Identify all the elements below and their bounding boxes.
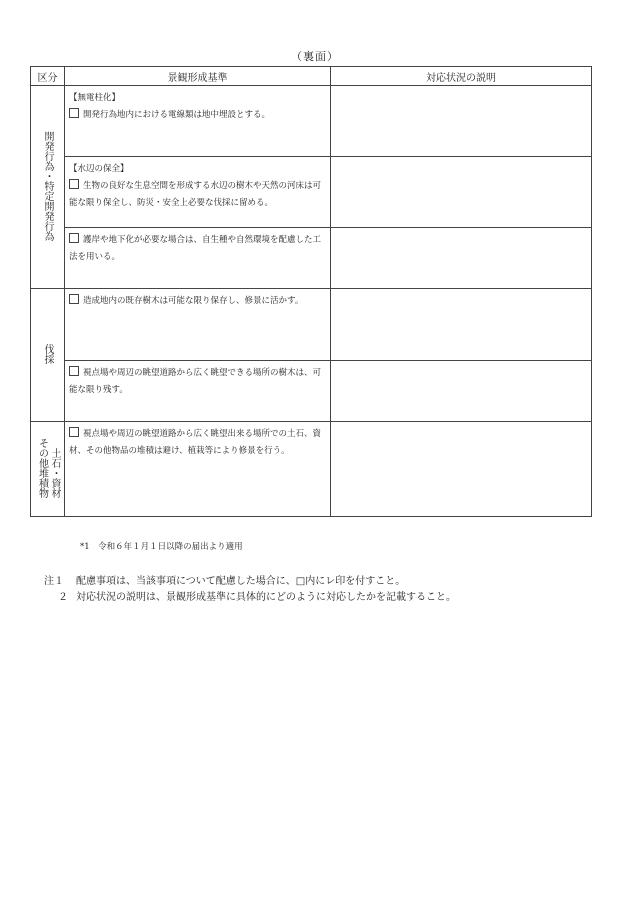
response-cell[interactable] <box>331 228 592 289</box>
criteria-text: 造成地内の既存樹木は可能な限り保存し、修景に活かす。 <box>83 296 304 306</box>
response-cell[interactable] <box>331 157 592 228</box>
criteria-cell <box>65 86 331 157</box>
note-text: 配慮事項は、当該事項について配慮した場合に、□内にレ印を付すこと。 <box>76 576 406 587</box>
category-development <box>31 86 65 289</box>
note-item <box>44 574 456 590</box>
category-label: 伐採 <box>42 343 53 364</box>
criteria-text: 視点場や周辺の眺望道路から広く眺望出来る場所での土石、資材、その他物品の堆積は避け、植栽等により修景を行う。 <box>69 429 322 456</box>
checkbox[interactable] <box>69 427 79 437</box>
table-row <box>31 86 592 157</box>
page-side-label: （裏面） <box>291 50 339 63</box>
category-deposits <box>31 422 65 517</box>
table-row <box>31 228 592 289</box>
table-row <box>31 157 592 228</box>
checkbox[interactable] <box>69 179 79 189</box>
category-label-line: その他堆積物 <box>36 437 48 498</box>
category-felling <box>31 289 65 422</box>
response-cell[interactable] <box>331 86 592 157</box>
criteria-cell <box>65 361 331 422</box>
criteria-text: 生物の良好な生息空間を形成する水辺の樹木や天然の河床は可能な限り保全し、防災・安全上必要な伐採に留める。 <box>69 181 322 208</box>
note-text: 対応状況の説明は、景観形成基準に具体的にどのように対応したかを記載すること。 <box>76 592 456 603</box>
header-category: 区分 <box>31 67 65 86</box>
note-label: ２ <box>58 592 68 603</box>
note-label: 注１ <box>44 576 64 587</box>
table-header-row <box>31 67 592 86</box>
criteria-text: 開発行為地内における電線類は地中埋設とする。 <box>83 110 271 120</box>
header-criteria: 景観形成基準 <box>65 67 331 86</box>
header-response: 対応状況の説明 <box>331 67 592 86</box>
response-cell[interactable] <box>331 422 592 517</box>
category-label: 開発行為・特定開発行為 <box>42 130 53 241</box>
notes <box>44 574 456 606</box>
response-cell[interactable] <box>331 361 592 422</box>
checkbox[interactable] <box>69 233 79 243</box>
criteria-cell <box>65 157 331 228</box>
criteria-text: 護岸や地下化が必要な場合は、自生種や自然環境を配慮した工法を用いる。 <box>69 235 322 262</box>
criteria-cell <box>65 228 331 289</box>
criteria-text: 視点場や周辺の眺望道路から広く眺望できる場所の樹木は、可能な限り残す。 <box>69 368 322 395</box>
table-row <box>31 422 592 517</box>
checkbox[interactable] <box>69 366 79 376</box>
checkbox[interactable] <box>69 108 79 118</box>
footnote: *1 令和６年１月１日以降の届出より適用 <box>80 542 243 552</box>
response-cell[interactable] <box>331 289 592 361</box>
item-heading: 【無電柱化】 <box>69 93 121 103</box>
table-row <box>31 289 592 361</box>
checkbox[interactable] <box>69 294 79 304</box>
criteria-cell <box>65 422 331 517</box>
category-label-line: 土石・資材 <box>49 447 60 498</box>
criteria-cell <box>65 289 331 361</box>
note-item <box>44 590 456 606</box>
criteria-table <box>30 66 592 517</box>
table-row <box>31 361 592 422</box>
item-heading: 【水辺の保全】 <box>69 164 129 174</box>
